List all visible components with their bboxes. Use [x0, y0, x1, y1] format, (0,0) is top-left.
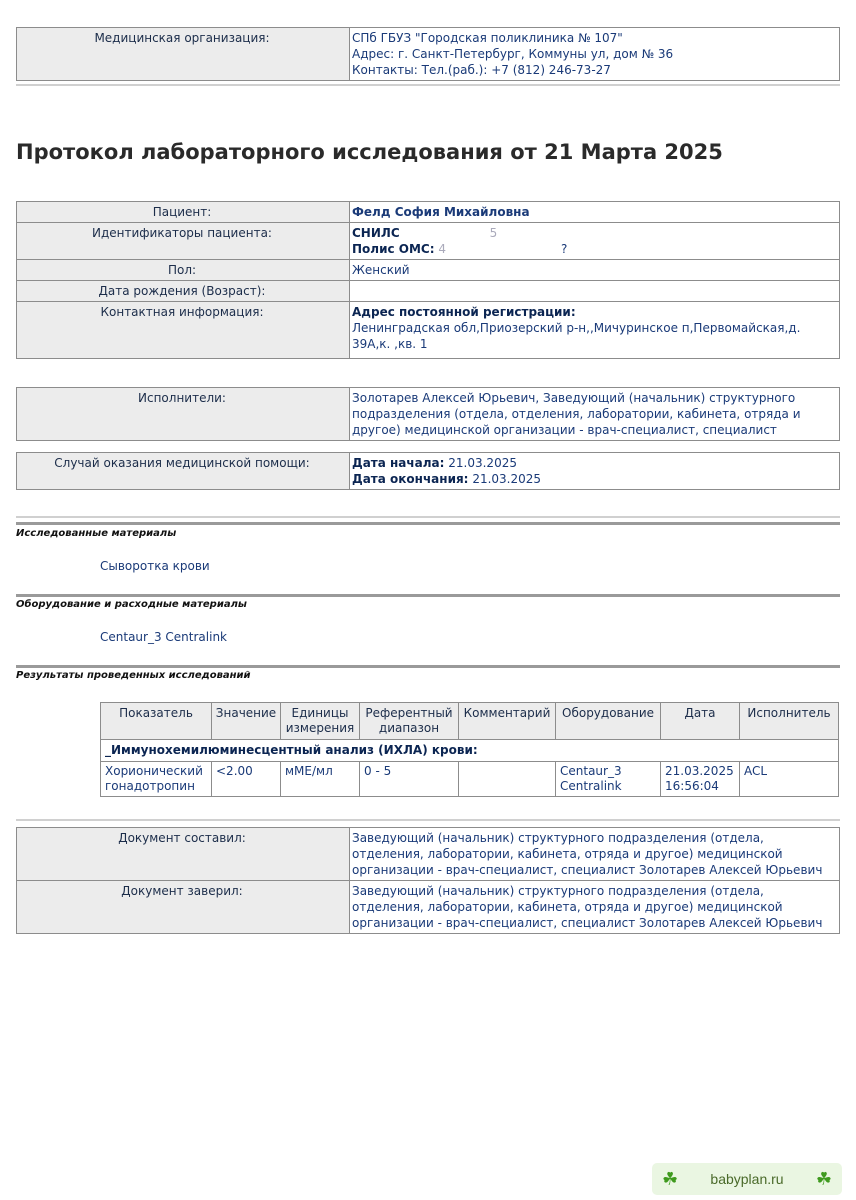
section-rule	[16, 594, 840, 597]
patient-ids-label: Идентификаторы пациента:	[17, 223, 350, 260]
divider	[16, 516, 840, 518]
organization-table	[16, 27, 840, 81]
organization-info	[350, 28, 840, 81]
materials-item: Сыворотка крови	[100, 559, 210, 573]
results-group: _Иммунохемилюминесцентный анализ (ИХЛА) крови:	[101, 740, 839, 762]
cell-date-day: 21.03.2025	[665, 764, 734, 778]
clover-icon: ☘	[815, 1168, 832, 1190]
cell-range: 0 - 5	[360, 762, 459, 797]
composed-value: Заведующий (начальник) структурного подразделения (отдела, отделения, лаборатории, кабинета, отряда и другое) медицинской организации - врач-специалист, специалист Золотарев Алексей Юрьевич	[350, 828, 840, 881]
header-equipment: Оборудование	[556, 703, 661, 740]
cell-comment	[459, 762, 556, 797]
case-start-label: Дата начала:	[352, 456, 445, 470]
header-indicator: Показатель	[101, 703, 212, 740]
dob-value	[350, 281, 840, 302]
page-title: Протокол лабораторного исследования от 21 Марта 2025	[16, 140, 723, 164]
header-value: Значение	[212, 703, 281, 740]
certified-value: Заведующий (начальник) структурного подразделения (отдела, отделения, лаборатории, кабинета, отряда и другое) медицинской организации - врач-специалист, специалист Золотарев Алексей Юрьевич	[350, 881, 840, 934]
oms-tail: ?	[561, 242, 568, 256]
performers-value: Золотарев Алексей Юрьевич, Заведующий (начальник) структурного подразделения (отдела, отделения, лаборатории, кабинета, отряда и другое) медицинской организации - врач-специалист, специалист	[350, 388, 840, 441]
results-table	[100, 702, 839, 797]
header-performer: Исполнитель	[740, 703, 839, 740]
oms-label: Полис ОМС:	[352, 242, 435, 256]
results-section-title: Результаты проведенных исследований	[16, 670, 251, 681]
results-header-row	[101, 703, 839, 740]
dob-label: Дата рождения (Возраст):	[17, 281, 350, 302]
cell-performer: ACL	[740, 762, 839, 797]
organization-name: СПб ГБУЗ "Городская поликлиника № 107"	[352, 31, 623, 45]
cell-date-time: 16:56:04	[665, 779, 719, 793]
header-range: Референтный диапазон	[360, 703, 459, 740]
oms-value: 4	[438, 242, 446, 256]
case-end-label: Дата окончания:	[352, 472, 469, 486]
header-comment: Комментарий	[459, 703, 556, 740]
performers-table	[16, 387, 840, 441]
performers-label: Исполнители:	[17, 388, 350, 441]
snils-label: СНИЛС	[352, 226, 400, 240]
case-table	[16, 452, 840, 490]
cell-indicator: Хорионический гонадотропин	[101, 762, 212, 797]
address-label: Адрес постоянной регистрации:	[352, 305, 576, 319]
clover-icon: ☘	[662, 1168, 679, 1190]
section-rule	[16, 665, 840, 668]
materials-section-title: Исследованные материалы	[16, 528, 177, 539]
divider	[16, 819, 840, 821]
case-start: 21.03.2025	[448, 456, 517, 470]
results-group-row	[101, 740, 839, 762]
contact-label: Контактная информация:	[17, 302, 350, 359]
organization-address: Адрес: г. Санкт-Петербург, Коммуны ул, дом № 36	[352, 47, 674, 61]
address-value: Ленинградская обл,Приозерский р-н,,Мичуринское п,Первомайская,д. 39А,к. ,кв. 1	[352, 321, 801, 351]
site-badge	[652, 1163, 842, 1195]
patient-ids	[350, 223, 840, 260]
patient-name: Фелд София Михайловна	[350, 202, 840, 223]
certified-label: Документ заверил:	[17, 881, 350, 934]
snils-tail: 5	[489, 226, 498, 240]
divider	[16, 84, 840, 86]
case-end: 21.03.2025	[472, 472, 542, 486]
signatures-table	[16, 827, 840, 934]
case-dates	[350, 453, 840, 490]
equipment-item: Centaur_3 Centralink	[100, 630, 227, 644]
header-units: Единицы измерения	[281, 703, 360, 740]
organization-label: Медицинская организация:	[17, 28, 350, 81]
site-name: babyplan.ru	[710, 1171, 784, 1187]
cell-equipment: Centaur_3 Centralink	[556, 762, 661, 797]
contact-info	[350, 302, 840, 359]
header-date: Дата	[661, 703, 740, 740]
composed-label: Документ составил:	[17, 828, 350, 881]
organization-contacts: Контакты: Тел.(раб.): +7 (812) 246-73-27	[352, 63, 611, 77]
case-label: Случай оказания медицинской помощи:	[17, 453, 350, 490]
equipment-section-title: Оборудование и расходные материалы	[16, 599, 247, 610]
sex-label: Пол:	[17, 260, 350, 281]
cell-value: <2.00	[212, 762, 281, 797]
patient-name-label: Пациент:	[17, 202, 350, 223]
cell-date	[661, 762, 740, 797]
table-row	[101, 762, 839, 797]
cell-units: мМЕ/мл	[281, 762, 360, 797]
patient-table	[16, 201, 840, 359]
section-rule	[16, 522, 840, 525]
sex-value: Женский	[350, 260, 840, 281]
